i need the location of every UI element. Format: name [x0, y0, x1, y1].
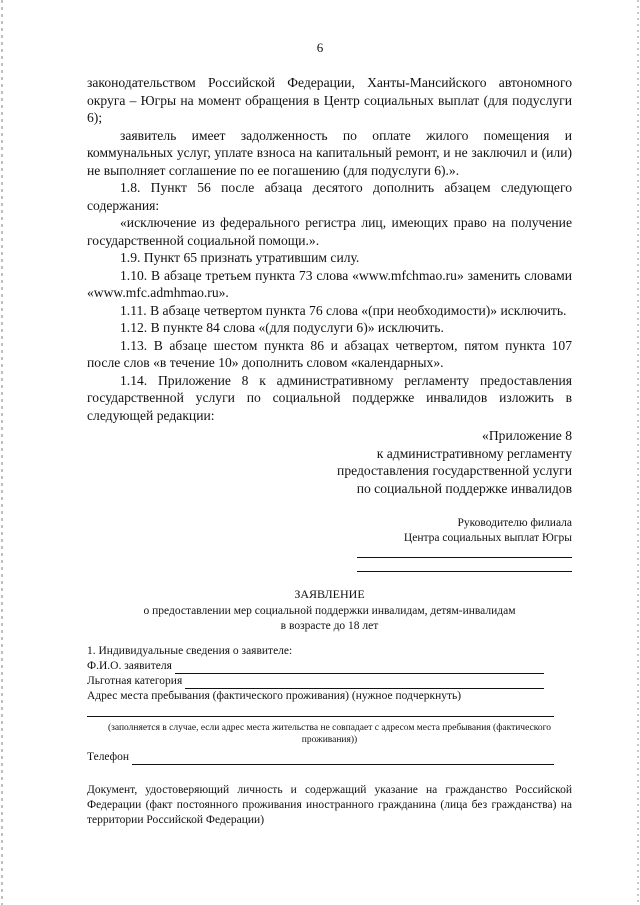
- fio-label: Ф.И.О. заявителя: [87, 659, 172, 672]
- fio-field[interactable]: [175, 662, 544, 674]
- appendix-header-line2: к административному регламенту: [376, 445, 572, 461]
- paragraph-exclusion-quote: «исключение из федерального регистра лиц, имеющих право на получение государственной социальной помощи.».: [87, 215, 572, 248]
- address-label: [87, 689, 461, 704]
- document-body: [87, 74, 572, 828]
- form-subtitle-line1: о предоставлении мер социальной поддержки инвалидам, детям-инвалидам: [143, 604, 516, 617]
- paragraph-item-1-8: 1.8. Пункт 56 после абзаца десятого дополнить абзацем следующего содержания:: [87, 180, 572, 213]
- form-subtitle-line2: в возрасте до 18 лет: [280, 619, 379, 632]
- phone-label: Телефон: [87, 750, 130, 763]
- appendix-header-line3: предоставления государственной услуги: [337, 463, 572, 478]
- addressee-line1: Руководителю филиала: [457, 517, 572, 529]
- address-note: (заполняется в случае, если адрес места жительства не совпадает с адресом места пребывания (фактического проживания)): [107, 722, 552, 745]
- phone-row: [87, 750, 554, 765]
- paragraph-debt-condition: заявитель имеет задолженность по оплате жилого помещения и коммунальных услуг, уплате взноса на капитальный ремонт, и не заключил и (или) не выполняет соглашение по ее погашению (для подуслуги 6).».: [87, 127, 572, 178]
- paragraph-law-reference: законодательством Российской Федерации, Ханты-Мансийского автономного округа – Югры на момент обращения в Центр социальных выплат (для подуслуги 6);: [87, 75, 572, 125]
- paragraph-item-1-11: 1.11. В абзаце четвертом пункта 76 слова «(при необходимости)» исключить.: [120, 302, 567, 318]
- phone-field[interactable]: [132, 753, 554, 765]
- paragraph-item-1-13: 1.13. В абзаце шестом пункта 86 и абзацах четвертом, пятом пункта 107 после слов «в течение 10» дополнить словом «календарных».: [87, 337, 572, 370]
- paragraph-item-1-9: 1.9. Пункт 65 признать утратившим силу.: [120, 250, 360, 265]
- form-title: ЗАЯВЛЕНИЕ: [294, 587, 365, 601]
- form-section-1-heading: 1. Индивидуальные сведения о заявителе:: [87, 644, 293, 657]
- appendix-header-line4: по социальной поддержке инвалидов: [356, 480, 572, 496]
- category-row: [87, 674, 544, 689]
- scan-edge-right: [637, 0, 639, 905]
- address-row: [87, 689, 572, 704]
- scan-edge-left: [1, 0, 3, 905]
- page-number: 6: [316, 40, 324, 55]
- paragraph-item-1-14: 1.14. Приложение 8 к административному регламенту предоставления государственной услуги по социальной поддержке инвалидов изложить в следующей редакции:: [87, 372, 572, 423]
- paragraph-item-1-10: 1.10. В абзаце третьем пункта 73 слова «www.mfchmao.ru» заменить словами «www.mfc.admhmao.ru».: [87, 267, 572, 300]
- id-document-paragraph: Документ, удостоверяющий личность и содержащий указание на гражданство Российской Федерации (факт постоянного проживания иностранного гражданина (лица без гражданства) на территории Российской Федерации): [87, 783, 572, 826]
- address-label-hint: (нужное подчеркнуть): [351, 689, 462, 702]
- address-label-main: Адрес места пребывания (фактического проживания): [87, 689, 352, 702]
- addressee-line2: Центра социальных выплат Югры: [403, 532, 572, 544]
- address-field[interactable]: [87, 704, 554, 717]
- paragraph-item-1-12: 1.12. В пункте 84 слова «(для подуслуги 6)» исключить.: [120, 320, 444, 335]
- appendix-header-line1: «Приложение 8: [482, 428, 572, 443]
- fio-row: [87, 659, 544, 674]
- category-field[interactable]: [185, 677, 544, 689]
- category-label: Льготная категория: [87, 674, 183, 687]
